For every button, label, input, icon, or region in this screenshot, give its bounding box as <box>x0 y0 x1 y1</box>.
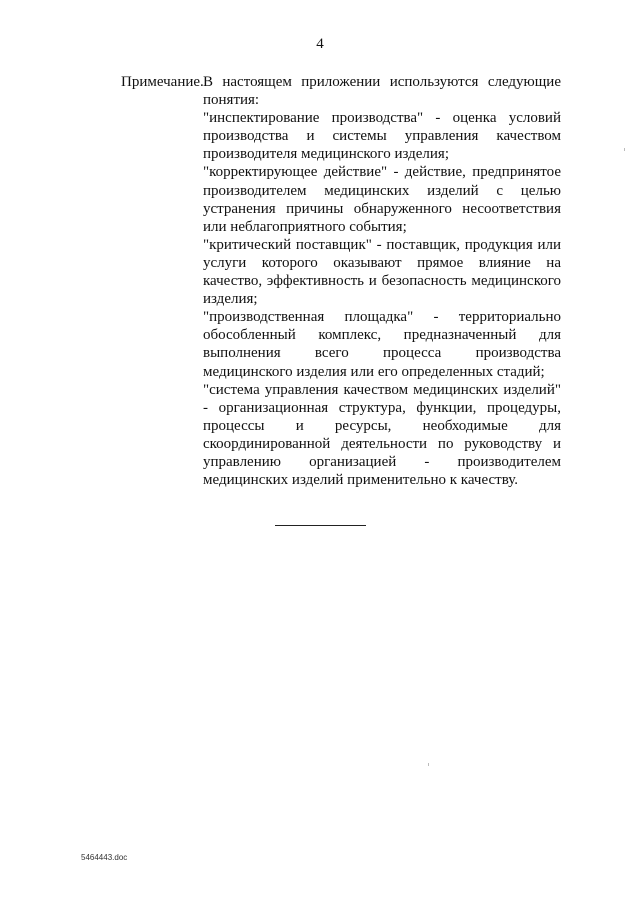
end-separator-line <box>275 525 366 526</box>
definition-critical-supplier: "критический поставщик" - поставщик, продукция или услуги которого оказывают прямое влияние на качество, эффективность и безопасность медицинского изделия; <box>203 236 561 308</box>
scan-speck <box>624 148 625 151</box>
footer-file-name: 5464443.doc <box>81 853 128 862</box>
scan-speck <box>428 763 429 766</box>
definition-corrective-action: "корректирующее действие" - действие, предпринятое производителем медицинских изделий с целью устранения причины обнаруженного несоответствия или неблагоприятного события; <box>203 164 561 235</box>
definition-production-inspection: "инспектирование производства" - оценка условий производства и системы управления качеством производителя медицинского изделия; <box>203 110 561 163</box>
note-intro: В настоящем приложении используются следующие понятия: <box>203 74 561 109</box>
definition-production-site: "производственная площадка" - территориально обособленный комплекс, предназначенный для выполнения всего процесса производства медицинского изделия или его определенных стадий; <box>203 309 561 380</box>
page-number: 4 <box>316 36 324 52</box>
definition-quality-management-system: "система управления качеством медицинских изделий" - организационная структура, функции, процедуры, процессы и ресурсы, необходимые для скоординированной деятельности по руководству и управлению организацией - производителем медицинских изделий применительно к качеству. <box>203 381 561 489</box>
note-body <box>203 73 561 489</box>
note-label: Примечание. <box>121 74 204 90</box>
